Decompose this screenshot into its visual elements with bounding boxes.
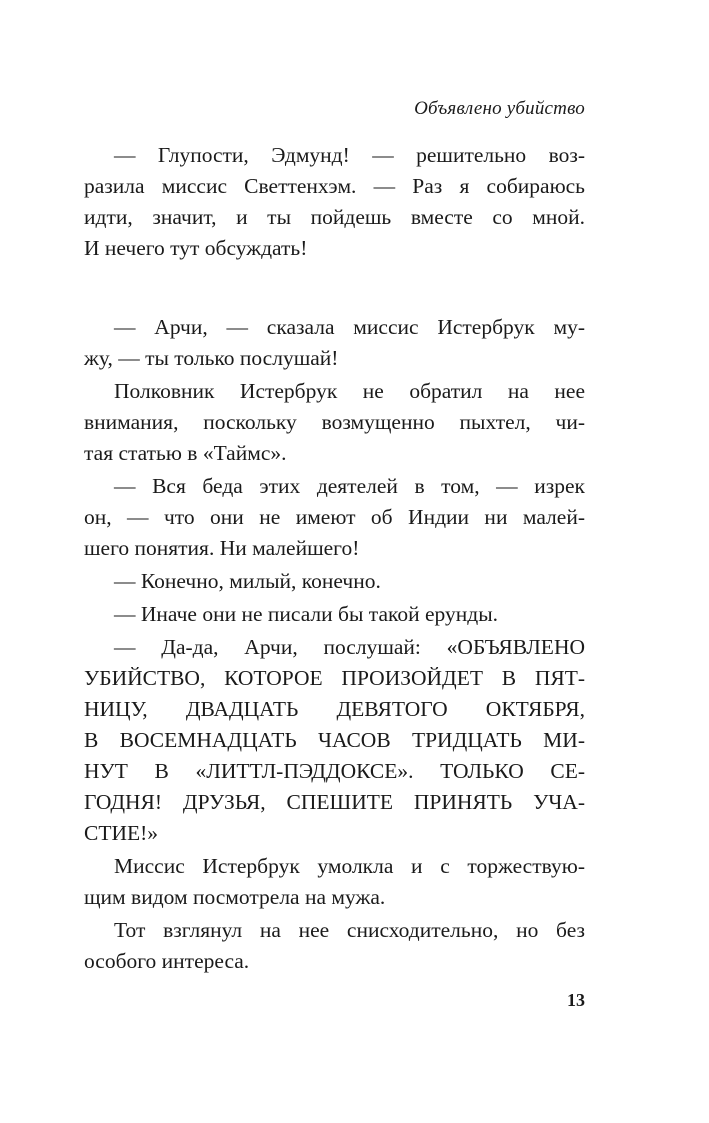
paragraph — [84, 851, 585, 913]
text-line: — Конечно, милый, конечно. — [114, 569, 381, 593]
text-line: шего понятия. Ни малейшего! — [84, 536, 360, 560]
page-number: 13 — [567, 990, 585, 1010]
paragraph — [84, 471, 585, 564]
text-line: УБИЙСТВО, КОТОРОЕ ПРОИЗОЙДЕТ В ПЯТ- — [84, 666, 585, 690]
text-line: — Да-да, Арчи, послушай: «ОБЪЯВЛЕНО — [114, 635, 585, 659]
text-line: — Арчи, — сказала миссис Истербрук му- — [114, 315, 585, 339]
body-text — [84, 140, 585, 977]
text-line: жу, — ты только послушай! — [84, 346, 339, 370]
section-break — [84, 264, 585, 312]
text-line: — Иначе они не писали бы такой ерунды. — [114, 602, 499, 626]
text-line: — Вся беда этих деятелей в том, — изрек — [114, 474, 585, 498]
text-line: он, — что они не имеют об Индии ни малей- — [84, 505, 585, 529]
text-line: щим видом посмотрела на мужа. — [84, 885, 386, 909]
text-line: НИЦУ, ДВАДЦАТЬ ДЕВЯТОГО ОКТЯБРЯ, — [84, 697, 585, 721]
text-line: В ВОСЕМНАДЦАТЬ ЧАСОВ ТРИДЦАТЬ МИ- — [84, 728, 585, 752]
paragraph — [84, 566, 585, 597]
paragraph — [84, 140, 585, 264]
paragraph — [84, 632, 585, 849]
text-line: внимания, поскольку возмущенно пыхтел, чи- — [84, 410, 585, 434]
text-line: — Глупости, Эдмунд! — решительно воз- — [114, 143, 585, 167]
paragraph — [84, 376, 585, 469]
text-line: разила миссис Светтенхэм. — Раз я собираюсь — [84, 174, 585, 198]
text-line: идти, значит, и ты пойдешь вместе со мной. — [84, 205, 585, 229]
text-line: ГОДНЯ! ДРУЗЬЯ, СПЕШИТЕ ПРИНЯТЬ УЧА- — [84, 790, 585, 814]
text-line: Тот взглянул на нее снисходительно, но без — [114, 918, 585, 942]
text-line: тая статью в «Таймс». — [84, 441, 287, 465]
text-line: СТИЕ!» — [84, 821, 159, 845]
text-line: НУТ В «ЛИТТЛ-ПЭДДОКСЕ». ТОЛЬКО СЕ- — [84, 759, 585, 783]
running-header: Объявлено убийство — [414, 98, 585, 119]
paragraph — [84, 599, 585, 630]
text-line: Полковник Истербрук не обратил на нее — [114, 379, 585, 403]
text-line: Миссис Истербрук умолкла и с торжествую- — [114, 854, 585, 878]
text-line: И нечего тут обсуждать! — [84, 236, 308, 260]
text-line: особого интереса. — [84, 949, 250, 973]
paragraph — [84, 312, 585, 374]
paragraph — [84, 915, 585, 977]
